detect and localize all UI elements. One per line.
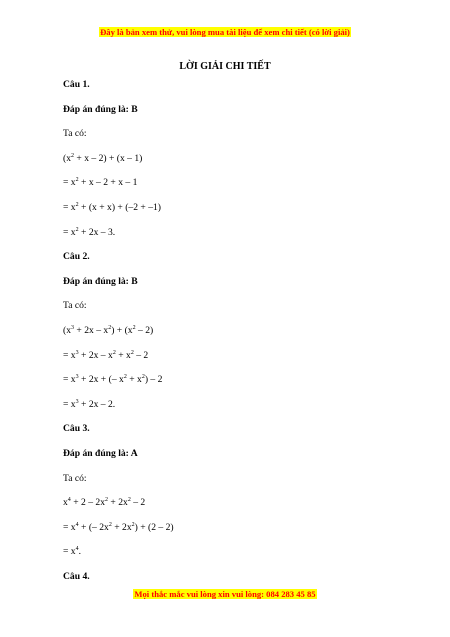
solution-line: Ta có:: [63, 300, 87, 312]
solution-line: = $x^4$.: [63, 546, 82, 558]
preview-notice-text: Đây là bản xem thử, vui lòng mua tài liệu để xem chi tiết (có lời giải): [100, 27, 350, 37]
solution-heading: Câu 1.: [63, 79, 90, 90]
solution-line: = $x^3 + 2x - x^2 + x^2 - 2$: [63, 349, 149, 361]
solution-heading: Câu 4.: [63, 571, 90, 582]
solution-line: = $x^2 + x - 2 + x - 1$: [63, 177, 138, 189]
solution-line: $(x^2 + x - 2) + (x - 1)$: [63, 152, 143, 164]
solution-heading: Câu 2.: [63, 251, 90, 263]
solution-line: = $x^2 + (x + x) + (-2 + -1)$: [63, 202, 161, 213]
contact-notice-banner: [0, 589, 450, 600]
solution-line: = $x^3 + 2x - 2$.: [63, 398, 116, 410]
page-title: LỜI GIẢI CHI TIẾT: [179, 61, 271, 72]
contact-notice-text: Mọi thắc mắc vui lòng xin vui lòng: 084 283 45 85: [134, 589, 316, 599]
solution-line: Ta có:: [63, 128, 87, 140]
solution-line: $x^4 + 2 - 2x^2 + 2x^2 - 2$: [63, 497, 146, 509]
solution-heading: Đáp án đúng là: A: [63, 448, 138, 459]
solution-line: = $x^4$ + (– $2x^2 + 2x^2) + (2 - 2)$: [63, 521, 174, 533]
solution-line: = $x^2 + 2x - 3$.: [63, 226, 116, 238]
solution-heading: Câu 3.: [63, 423, 90, 435]
solution-heading: Đáp án đúng là: B: [63, 275, 138, 287]
solution-line: $(x^3 + 2x - x^2) + (x^2 - 2)$: [63, 325, 154, 336]
solution-heading: Đáp án đúng là: B: [63, 103, 138, 115]
preview-notice-banner: [0, 27, 450, 38]
solution-line: Ta có:: [63, 472, 87, 484]
solution-line: = $x^3 + 2x$ + (– $x^2 + x^2) - 2$: [63, 374, 163, 386]
